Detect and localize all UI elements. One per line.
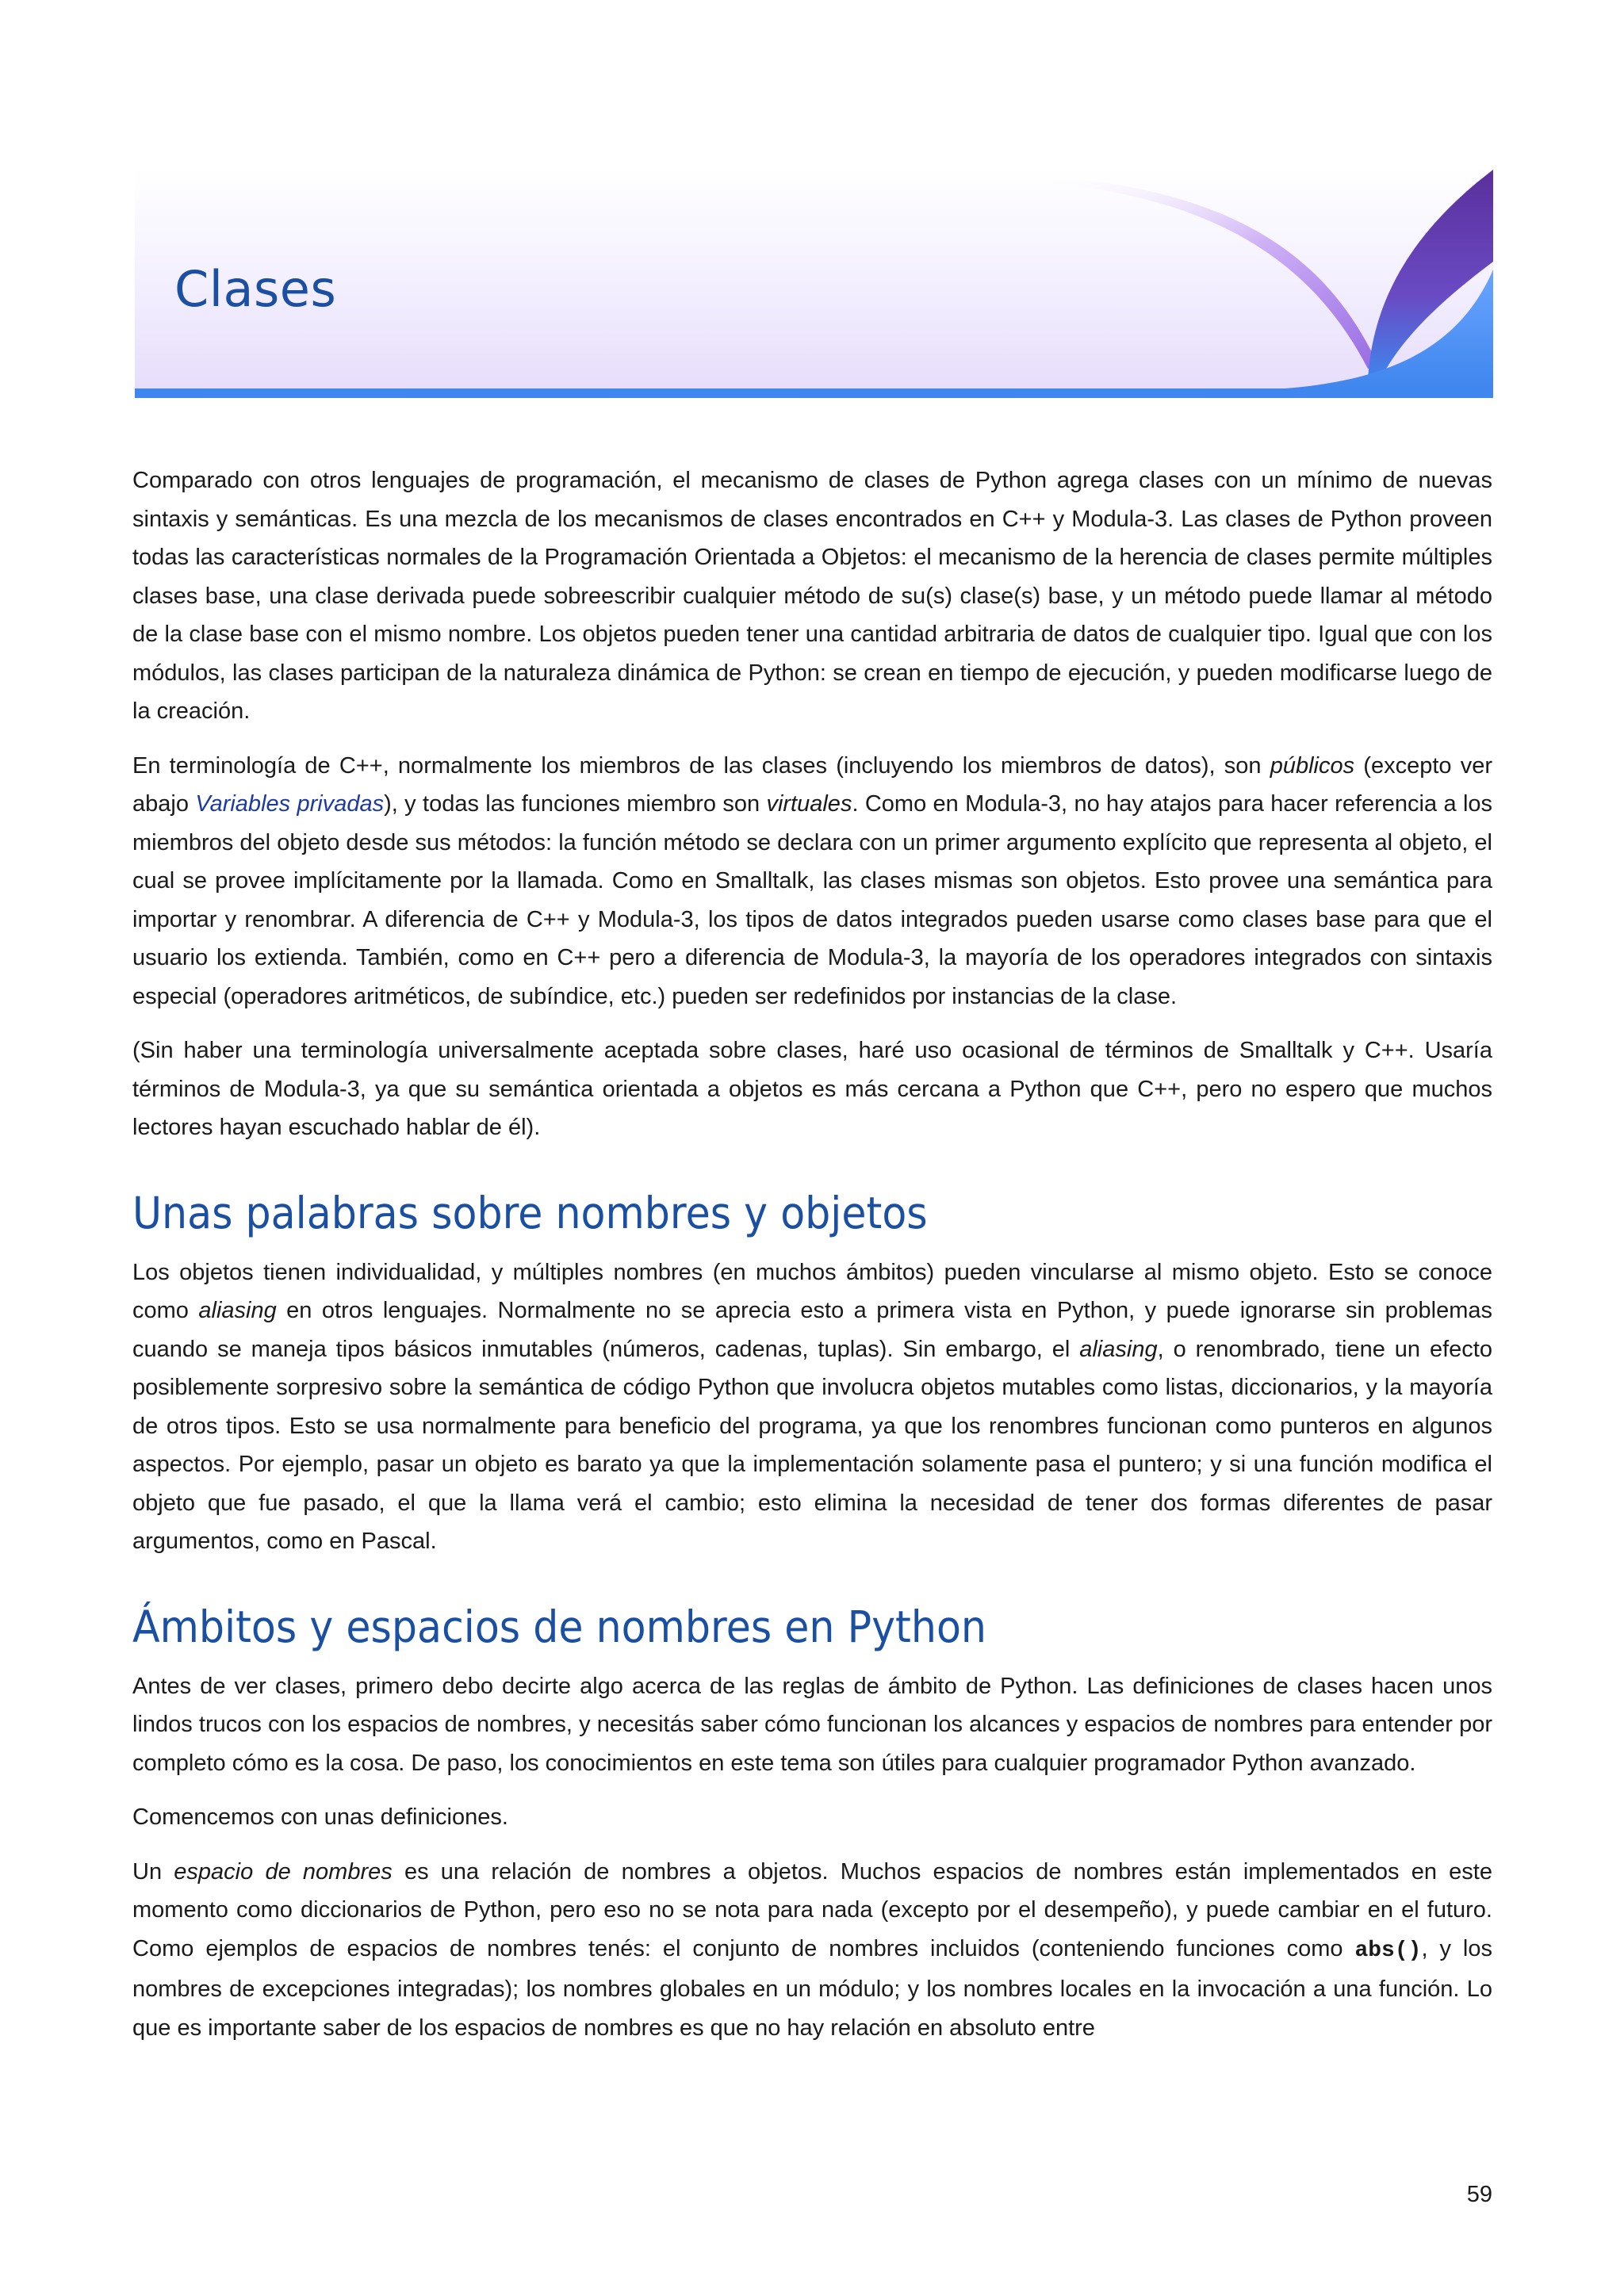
- emphasis-aliasing: aliasing: [198, 1298, 277, 1323]
- section-heading-nombres-objetos: Unas palabras sobre nombres y objetos: [132, 1187, 928, 1238]
- section-heading-ambitos: Ámbitos y espacios de nombres en Python: [132, 1601, 986, 1652]
- text-run: Los objetos tienen individualidad, y múltiples nombres (en muchos ámbitos) pueden vincularse al mismo objeto. Esto se conoce como: [132, 1259, 1492, 1323]
- text-run: Un: [132, 1858, 174, 1885]
- banner-swoosh-graphic: [135, 166, 1493, 398]
- inline-code-abs: abs(): [1354, 1938, 1422, 1963]
- text-run: ), y todas las funciones miembro son: [384, 791, 767, 817]
- section2-paragraph-3: [132, 1853, 1492, 2048]
- banner-underline: [135, 388, 1493, 398]
- section2-paragraph-1: Antes de ver clases, primero debo decirte algo acerca de las reglas de ámbito de Python. Las definiciones de clases hacen unos lindos trucos con los espacios de nombres, y necesitás saber cómo funcionan los alcances y espacios de nombres para entender por completo cómo es la cosa. De paso, los conocimientos en este tema son útiles para cualquier programador Python avanzado.: [132, 1673, 1492, 1776]
- intro-paragraph-3: (Sin haber una terminología universalmente aceptada sobre clases, haré uso ocasional de términos de Smalltalk y C++. Usaría términos de Modula-3, ya que su semántica orientada a objetos es más cercana a Python que C++, pero no espero que muchos lectores hayan escuchado hablar de él).: [132, 1038, 1492, 1140]
- section1-paragraph-1: [132, 1253, 1492, 1561]
- intro-paragraph-2: [132, 747, 1492, 1016]
- emphasis-publicos: públicos: [1270, 752, 1355, 779]
- emphasis-aliasing: aliasing: [1079, 1336, 1158, 1362]
- link-variables-privadas[interactable]: Variables privadas: [195, 791, 385, 817]
- page-content: [132, 461, 1492, 2063]
- text-run: en otros lenguajes. Normalmente no se aprecia esto a primera vista en Python, y puede ignorarse sin problemas cuando se maneja tipos básicos inmutables (números, cadenas, tuplas). Sin embargo, el: [132, 1298, 1492, 1362]
- text-run: , o renombrado, tiene un efecto posiblemente sorpresivo sobre la semántica de código Python que involucra objetos mutables como listas, diccionarios, y la mayoría de otros tipos. Esto se usa normalmente para beneficio del programa, ya que los renombres funcionan como punteros en algunos aspectos. Por ejemplo, pasar un objeto es barato ya que la implementación solamente pasa el puntero; y si una función modifica el objeto que fue pasado, el que la llama verá el cambio; esto elimina la necesidad de tener dos formas diferentes de pasar argumentos, como en Pascal.: [132, 1336, 1492, 1554]
- emphasis-virtuales: virtuales: [766, 791, 852, 817]
- text-run: (excepto ver abajo: [132, 752, 1492, 817]
- chapter-title: Clases: [174, 260, 337, 318]
- intro-paragraph-1: Comparado con otros lenguajes de programación, el mecanismo de clases de Python agrega clases con un mínimo de nuevas sintaxis y semánticas. Es una mezcla de los mecanismos de clases encontrados en C++ y Modula-3. Las clases de Python proveen todas las características normales de la Programación Orientada a Objetos: el mecanismo de la herencia de clases permite múltiples clases base, una clase derivada puede sobreescribir cualquier método de su(s) clase(s) base, y un método puede llamar al método de la clase base con el mismo nombre. Los objetos pueden tener una cantidad arbitraria de datos de cualquier tipo. Igual que con los módulos, las clases participan de la naturaleza dinámica de Python: se crean en tiempo de ejecución, y pueden modificarse luego de la creación.: [132, 468, 1492, 724]
- text-run: En terminología de C++, normalmente los miembros de las clases (incluyendo los miembros de datos), son: [132, 752, 1270, 779]
- chapter-banner: [135, 166, 1493, 398]
- section2-paragraph-2: Comencemos con unas definiciones.: [132, 1804, 508, 1830]
- text-run: es una relación de nombres a objetos. Muchos espacios de nombres están implementados en este momento como diccionarios de Python, pero eso no se nota para nada (excepto por el desempeño), y puede cambiar en el futuro. Como ejemplos de espacios de nombres tenés: el conjunto de nombres incluidos (conteniendo funciones como: [132, 1858, 1492, 1961]
- emphasis-espacio-de-nombres: espacio de nombres: [174, 1858, 393, 1885]
- page-number: 59: [1466, 2182, 1492, 2207]
- text-run: , y los nombres de excepciones integradas); los nombres globales en un módulo; y los nombres locales en la invocación a una función. Lo que es importante saber de los espacios de nombres es que no hay relación en absoluto entre: [132, 1935, 1492, 2041]
- text-run: . Como en Modula-3, no hay atajos para hacer referencia a los miembros del objeto desde sus métodos: la función método se declara con un primer argumento explícito que representa al objeto, el cual se provee implícitamente por la llamada. Como en Smalltalk, las clases mismas son objetos. Esto provee una semántica para importar y renombrar. A diferencia de C++ y Modula-3, los tipos de datos integrados pueden usarse como clases base para que el usuario los extienda. También, como en C++ pero a diferencia de Modula-3, la mayoría de los operadores integrados con sintaxis especial (operadores aritméticos, de subíndice, etc.) pueden ser redefinidos por instancias de la clase.: [132, 791, 1493, 1009]
